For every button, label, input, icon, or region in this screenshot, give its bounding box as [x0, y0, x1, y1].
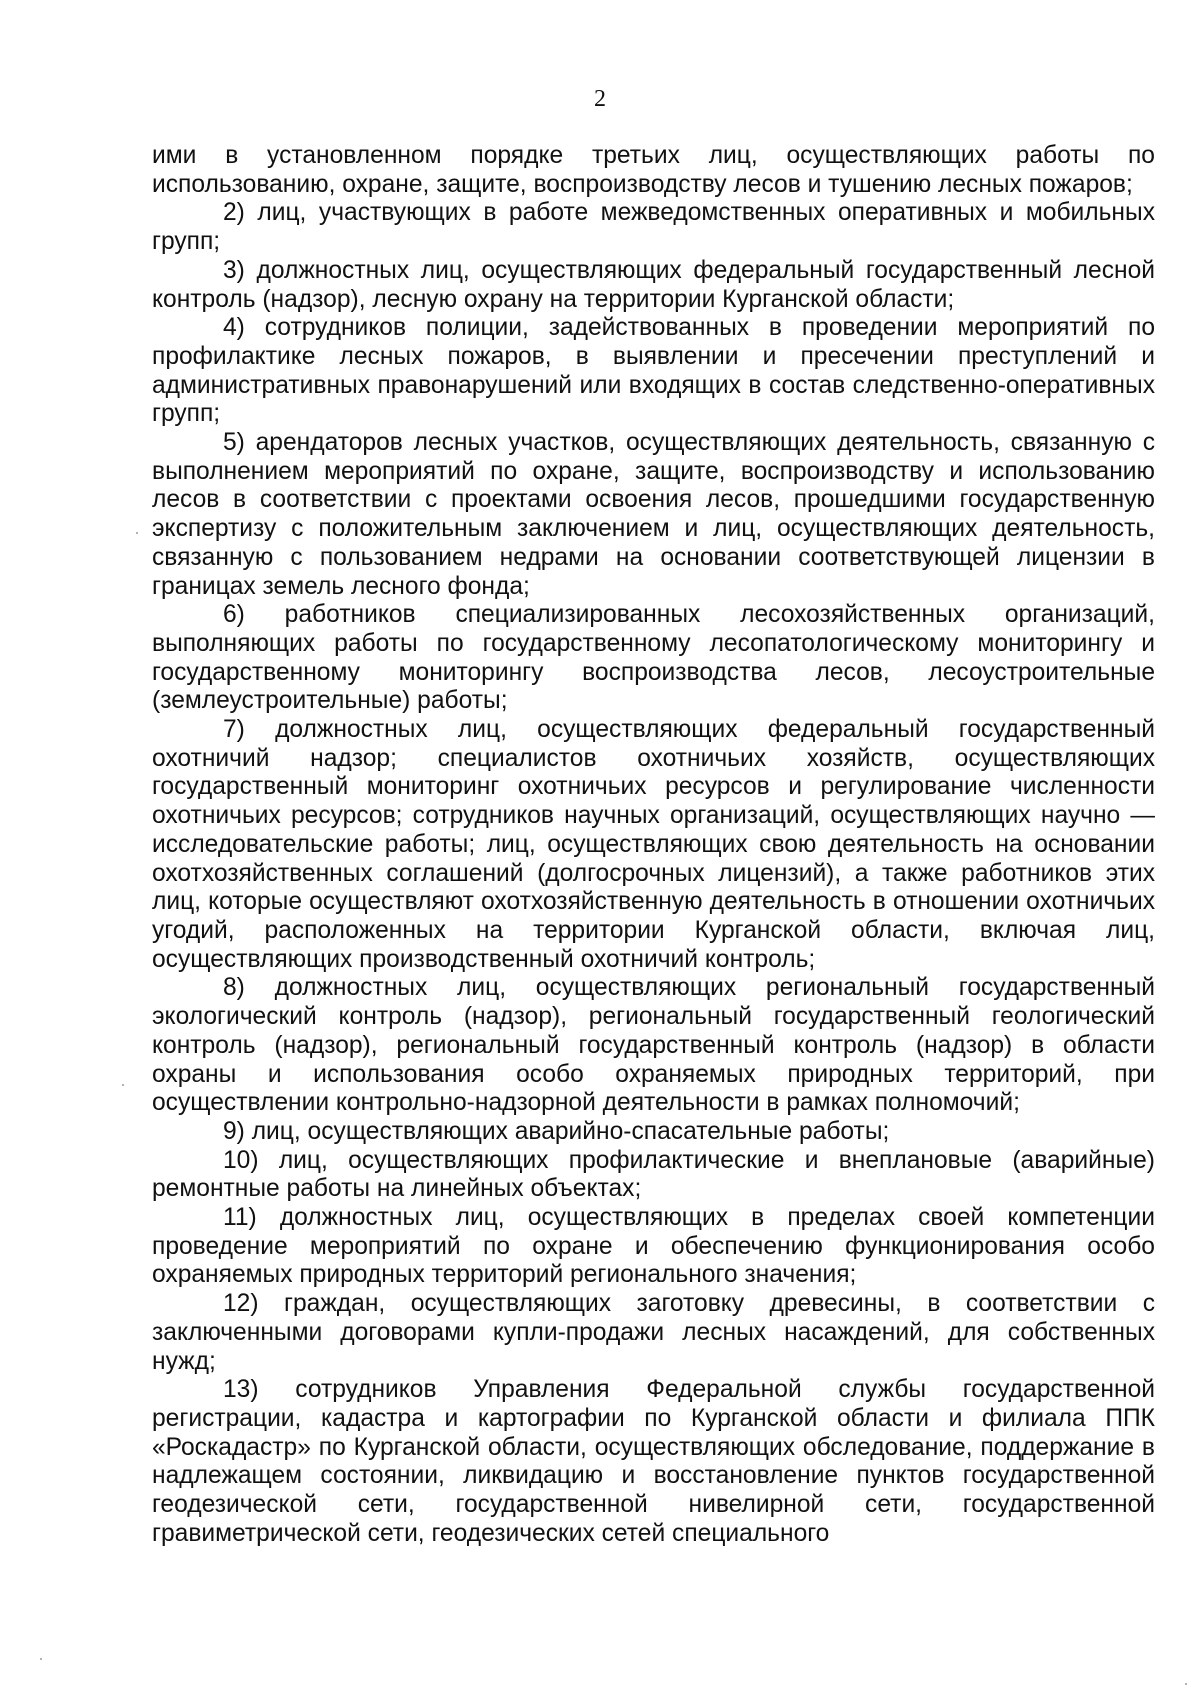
list-item-2: 2) лиц, участвующих в работе межведомственных оперативных и мобильных групп;	[152, 199, 1155, 256]
scan-speck	[40, 1658, 42, 1660]
list-item-12: 12) граждан, осуществляющих заготовку древесины, в соответствии с заключенными договорами купли-продажи лесных насаждений, для собственных нужд;	[152, 1290, 1155, 1375]
list-item-10: 10) лиц, осуществляющих профилактические и внеплановые (аварийные) ремонтные работы на линейных объектах;	[152, 1146, 1155, 1203]
scan-speck	[1185, 1683, 1187, 1685]
paragraph-continuation: ими в установленном порядке третьих лиц, осуществляющих работы по использованию, охране, защите, воспроизводству лесов и тушению лесных пожаров;	[152, 142, 1155, 198]
list-item-5: 5) арендаторов лесных участков, осуществляющих деятельность, связанную с выполнением мероприятий по охране, защите, воспроизводству и использованию лесов в соответствии с проектами освоения лесов, прошедшими государственную экспертизу с положительным заключением и лиц, осуществляющих деятельность, связанную с пользованием недрами на основании соответствующей лицензии в границах земель лесного фонда;	[152, 429, 1155, 600]
list-item-7: 7) должностных лиц, осуществляющих федеральный государственный охотничий надзор; специалистов охотничьих хозяйств, осуществляющих государственный мониторинг охотничьих ресурсов и регулирование численности охотничьих ресурсов; сотрудников научных организаций, осуществляющих научно — исследовательские работы; лиц, осуществляющих свою деятельность на основании охотхозяйственных соглашений (долгосрочных лицензий), а также работников этих лиц, которые осуществляют охотхозяйственную деятельность в отношении охотничьих угодий, расположенных на территории Курганской области, включая лиц, осуществляющих производственный охотничий контроль;	[152, 716, 1155, 973]
list-item-4: 4) сотрудников полиции, задействованных в проведении мероприятий по профилактике лесных пожаров, в выявлении и пресечении преступлений и административных правонарушений или входящих в состав следственно-оперативных групп;	[152, 314, 1155, 428]
list-item-6: 6) работников специализированных лесохозяйственных организаций, выполняющих работы по государственному лесопатологическому мониторингу и государственному мониторингу воспроизводства лесов, лесоустроительные (землеустроительные) работы;	[152, 601, 1155, 715]
document-body	[152, 142, 1155, 1548]
list-item-8: 8) должностных лиц, осуществляющих региональный государственный экологический контроль (надзор), региональный государственный геологический контроль (надзор), региональный государственный контроль (надзор) в области охраны и использования особо охраняемых природных территорий, при осуществлении контрольно-надзорной деятельности в рамках полномочий;	[152, 974, 1155, 1117]
list-item-3: 3) должностных лиц, осуществляющих федеральный государственный лесной контроль (надзор), лесную охрану на территории Курганской области;	[152, 256, 1155, 313]
list-item-11: 11) должностных лиц, осуществляющих в пределах своей компетенции проведение мероприятий по охране и обеспечению функционирования особо охраняемых природных территорий регионального значения;	[152, 1204, 1155, 1289]
page-number: 2	[594, 86, 606, 112]
scan-speck	[122, 1084, 124, 1086]
scan-speck	[136, 532, 138, 534]
list-item-9: 9) лиц, осуществляющих аварийно-спасательные работы;	[223, 1117, 890, 1145]
list-item-13: 13) сотрудников Управления Федеральной службы государственной регистрации, кадастра и картографии по Курганской области и филиала ППК «Роскадастр» по Курганской области, осуществляющих обследование, поддержание в надлежащем состоянии, ликвидацию и восстановление пунктов государственной геодезической сети, государственной нивелирной сети, государственной гравиметрической сети, геодезических сетей специального	[152, 1376, 1155, 1547]
